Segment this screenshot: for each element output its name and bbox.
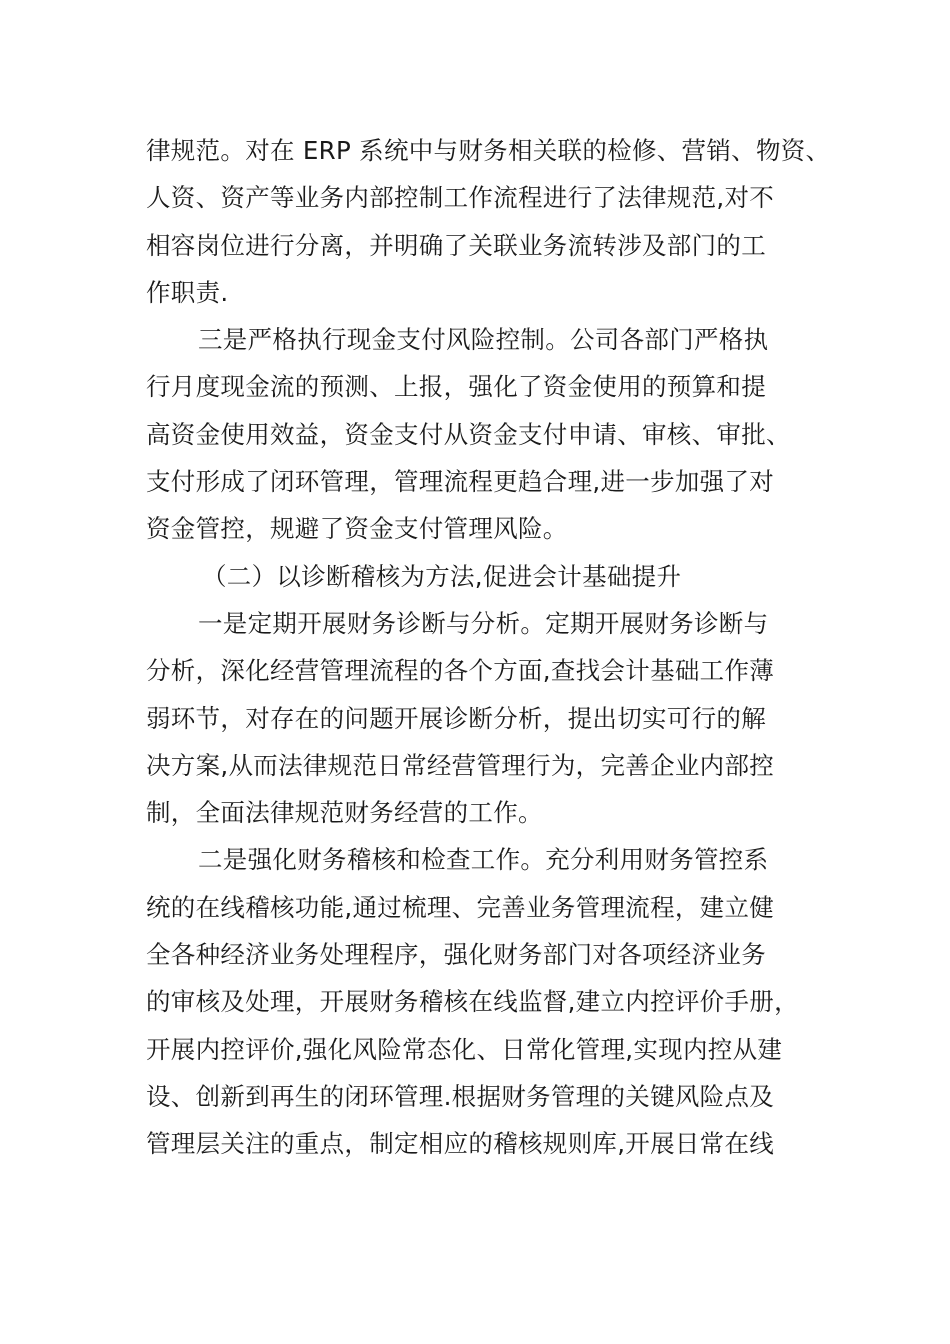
text-line: 支付形成了闭环管理，管理流程更趋合理,进一步加强了对 xyxy=(146,467,775,497)
text-line: 开展内控评价,强化风险常态化、日常化管理,实现内控从建 xyxy=(146,1034,783,1064)
document-body xyxy=(146,127,846,1168)
text-line: 弱环节，对存在的问题开展诊断分析，提出切实可行的解 xyxy=(146,703,766,733)
text-line: 律规范。对在 ERP 系统中与财务相关联的检修、营销、物资、 xyxy=(146,136,831,165)
text-line: 的审核及处理，开展财务稽核在线监督,建立内控评价手册， xyxy=(146,987,799,1017)
text-line: 全各种经济业务处理程序，强化财务部门对各项经济业务 xyxy=(146,940,766,970)
text-line: 管理层关注的重点，制定相应的稽核规则库,开展日常在线 xyxy=(146,1129,775,1159)
paragraph-start-line: 一是定期开展财务诊断与分析。定期开展财务诊断与 xyxy=(198,608,769,638)
section-heading: （二）以诊断稽核为方法,促进会计基础提升 xyxy=(202,561,682,591)
text-line: 相容岗位进行分离，并明确了关联业务流转涉及部门的工 xyxy=(146,230,766,260)
text-line: 资金管控，规避了资金支付管理风险。 xyxy=(146,514,568,544)
text-line: 高资金使用效益，资金支付从资金支付申请、审核、审批、 xyxy=(146,419,791,449)
text-line: 统的在线稽核功能,通过梳理、完善业务管理流程，建立健 xyxy=(146,892,775,922)
text-line: 行月度现金流的预测、上报，强化了资金使用的预算和提 xyxy=(146,372,766,402)
text-line: 分析，深化经营管理流程的各个方面,查找会计基础工作薄 xyxy=(146,656,775,686)
text-line: 制，全面法律规范财务经营的工作。 xyxy=(146,798,543,828)
text-line: 决方案,从而法律规范日常经营管理行为，完善企业内部控 xyxy=(146,750,775,780)
text-line: 设、创新到再生的闭环管理.根据财务管理的关键风险点及 xyxy=(146,1081,775,1111)
paragraph-start-line: 三是严格执行现金支付风险控制。公司各部门严格执 xyxy=(198,325,769,355)
paragraph-start-line: 二是强化财务稽核和检查工作。充分利用财务管控系 xyxy=(198,845,769,875)
text-line: 人资、资产等业务内部控制工作流程进行了法律规范,对不 xyxy=(146,183,775,213)
text-line: 作职责. xyxy=(146,277,229,307)
